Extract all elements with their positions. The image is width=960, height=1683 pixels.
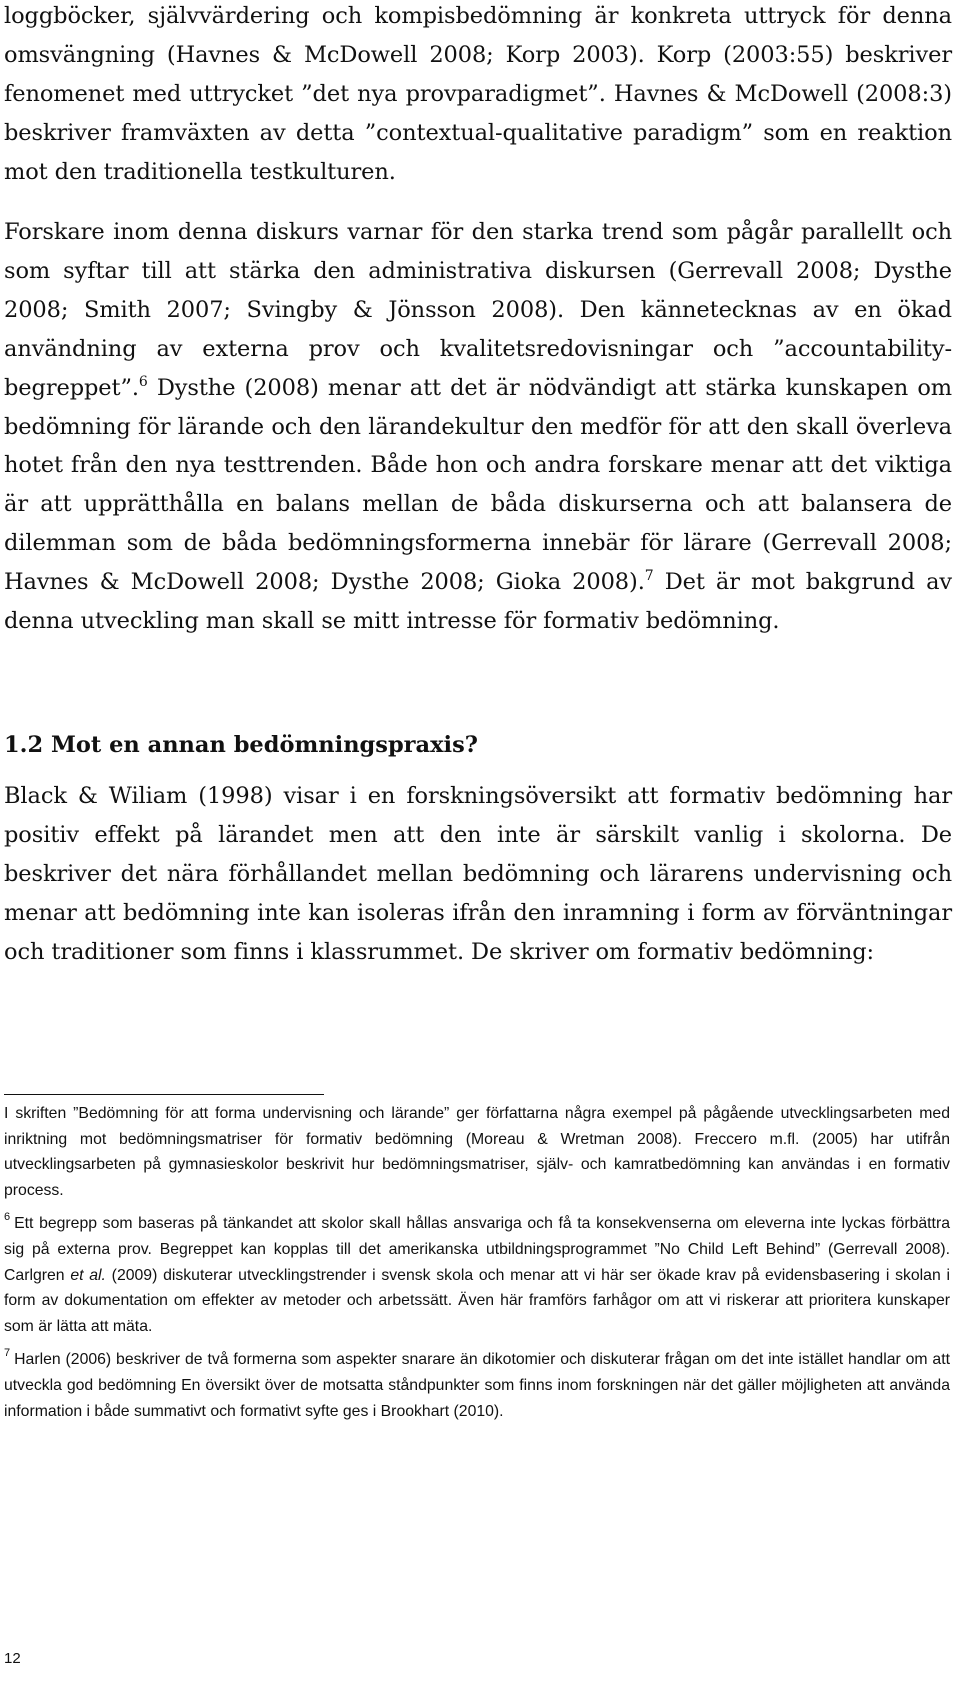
footnotes	[4, 1101, 950, 1432]
paragraph-text-part3: Det är mot bakgrund av denna utveckling man skall se mitt intresse för formativ bedömning.	[4, 569, 952, 635]
footnote-7	[4, 1347, 950, 1424]
paragraph-text-part1: Forskare inom denna diskurs varnar för den starka trend som pågår parallellt och som syftar till att stärka den administrativa diskursen (Gerrevall 2008; Dysthe 2008; Smith 2007; Svingby & Jönsson 2008). Den kännetecknas av en ökad användning av externa prov och kvalitetsredovisningar och ”accountability-begreppet”.	[4, 219, 952, 401]
footnote-separator	[4, 1094, 324, 1095]
paragraph-text-part2: Dysthe (2008) menar att det är nödvändigt att stärka kunskapen om bedömning för lärande och den lärandekultur den medför för att den skall överleva hotet från den nya testtrenden. Både hon och andra forskare menar att det viktiga är att upprätthålla en balans mellan de båda diskurserna och att balansera de dilemman som de båda bedömningsformerna innebär för lärare (Gerrevall 2008; Havnes & McDowell 2008; Dysthe 2008; Gioka 2008).	[4, 374, 952, 596]
page-number: 12	[4, 1650, 21, 1667]
footnote-6-emphasis: et al.	[70, 1266, 106, 1284]
paragraph-black-wiliam: Black & Wiliam (1998) visar i en forskningsöversikt att formativ bedömning har positiv effekt på lärandet men att den inte är särskilt vanlig i skolorna. De beskriver det nära förhållandet mellan bedömning och lärarens undervisning och menar att bedömning inte kan isoleras ifrån den inramning i form av förväntningar och traditioner som finns i klassrummet. De skriver om formativ bedömning:	[4, 783, 952, 965]
paragraph-discourse-trend	[4, 213, 952, 641]
footnote-number-6: 6	[4, 1211, 11, 1224]
section-heading: 1.2 Mot en annan bedömningspraxis?	[4, 732, 478, 758]
footnote-continued: I skriften ”Bedömning för att forma undervisning och lärande” ger författarna några exempel på pågående utvecklingsarbeten med inriktning mot bedömningsmatriser för formativ bedömning (Moreau & Wretman 2008). Freccero m.fl. (2005) har utifrån utvecklingsarbeten på gymnasieskolor beskrivit hur bedömningsmatriser, själv- och kamratbedömning kan användas i en formativ process.	[4, 1105, 950, 1199]
paragraph-continuation: loggböcker, självvärdering och kompisbedömning är konkreta uttryck för denna omsvängning (Havnes & McDowell 2008; Korp 2003). Korp (2003:55) beskriver fenomenet med uttrycket ”det nya provparadigmet”. Havnes & McDowell (2008:3) beskriver framväxten av detta ”contextual-qualitative paradigm” som en reaktion mot den traditionella testkulturen.	[4, 3, 952, 185]
footnote-number-7: 7	[4, 1347, 11, 1360]
footnote-6-text-part1: Ett begrepp som baseras på tänkandet att skolor skall hållas ansvariga och få ta konsekvenserna om eleverna inte lyckas förbättra sig på externa prov. Begreppet kan kopplas till det amerikanska utbildningsprogrammet ”No Child Left Behind” (Gerrevall 2008). Carlgren	[4, 1215, 950, 1284]
footnote-6	[4, 1211, 950, 1339]
footnote-ref-7[interactable]: 7	[644, 568, 654, 585]
footnote-7-text: Harlen (2006) beskriver de två formerna som aspekter snarare än dikotomier och diskuterar frågan om det inte istället handlar om att utveckla god bedömning En översikt över de motsatta ståndpunkter som finns inom forskningen när det gäller möjligheten att använda information i både summativt och formativt syfte ges i Brookhart (2010).	[4, 1351, 950, 1420]
footnote-ref-6[interactable]: 6	[138, 373, 148, 390]
footnote-6-text-part2: (2009) diskuterar utvecklingstrender i svensk skola och menar att vi här ser ökade krav på evidensbasering i skolan i form av dokumentation om effekter av metoder och arbetssätt. Även här framförs farhågor om att vi riskerar att prioritera kunskaper som är lätta att mäta.	[4, 1266, 950, 1335]
